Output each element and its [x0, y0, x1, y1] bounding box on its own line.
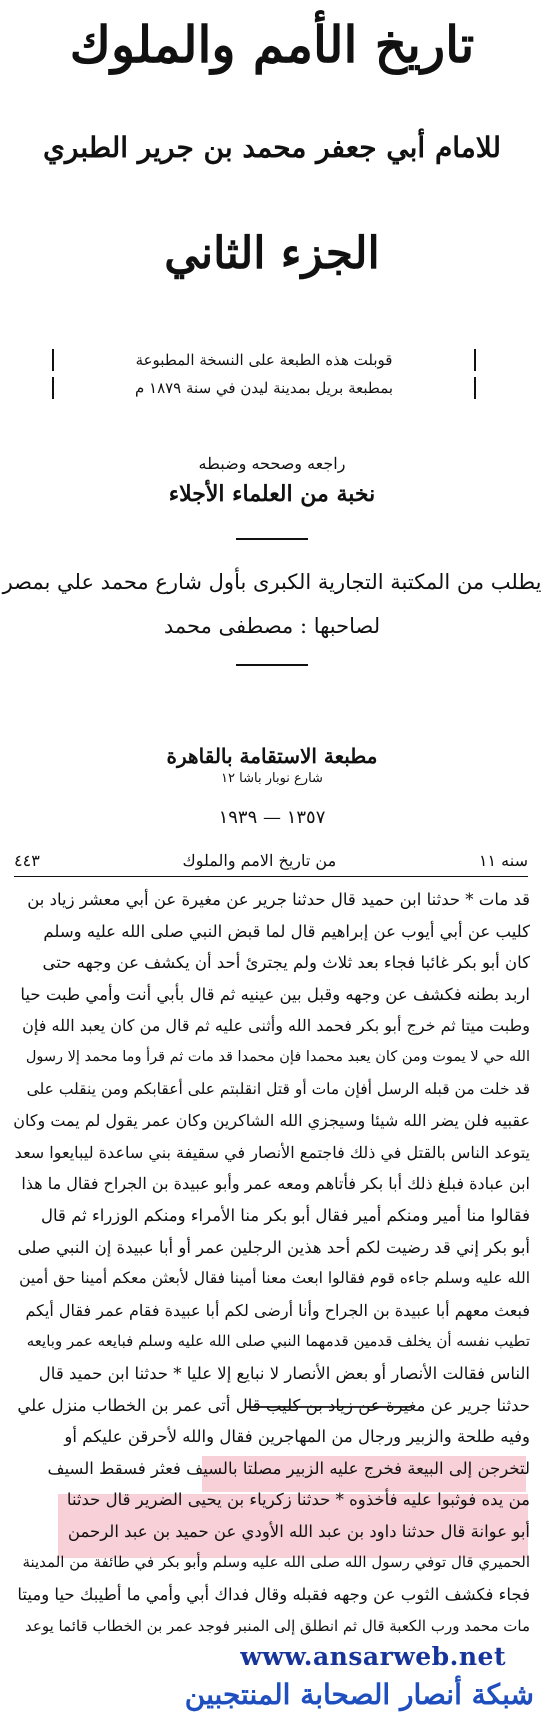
watermark-label: شبكة أنصار الصحابة المنتجبين: [184, 1678, 534, 1711]
publisher-owner: لصاحبها : مصطفى محمد: [163, 614, 381, 638]
bracket-bar: [52, 349, 54, 371]
text-line: فبعث معهم أبا عبيدة بن الجراح وأنا أرضى لكم أبا عبيدة فقام عمر فقال أيكم: [25, 1300, 530, 1320]
bracket-bar: [474, 349, 476, 371]
header-rule: [14, 876, 528, 877]
text-line: قد مات * حدثنا ابن حميد قال حدثنا جرير عن مغيرة عن أبي معشر زياد بن: [27, 890, 530, 909]
watermark-url[interactable]: www.ansarweb.net: [240, 1642, 506, 1671]
text-line: عقبيه فلن يضر الله شيئا وسيجزي الله الشاكرين وكان عمر يقول لم يمت وكان: [13, 1111, 530, 1131]
bracket-bar: [474, 377, 476, 399]
press-address: شارع نوبار باشا ١٢: [221, 771, 323, 786]
text-line: أبو بكر إني قد رضيت لكم أحد هذين الرجلين عمر أو أبا عبيدة إن النبي صلى: [17, 1237, 530, 1257]
text-line: الله عليه وسلم جاءه قوم فقالوا ابعث معنا أمينا فقال لأبعثن معكم أمينا حق أمين: [19, 1269, 530, 1288]
publisher-request: يطلب من المكتبة التجارية الكبرى بأول شارع محمد علي بمصر: [2, 570, 542, 594]
text-line: أبو عوانة قال حدثنا داود بن عبد الله الأودي عن حميد بن عبد الرحمن: [67, 1521, 530, 1541]
divider: [236, 538, 308, 540]
text-line: ابن عبادة فبلغ ذلك أبا بكر فأتاهم ومعه عمر وأبو عبيدة بن الجراح فقال ما هذا: [21, 1174, 530, 1194]
text-line: حدثنا جرير عن مغيرة عن زياد بن كليب قال أتى عمر بن الخطاب منزل علي: [17, 1395, 530, 1415]
book-author: للامام أبي جعفر محمد بن جرير الطبري: [42, 131, 502, 164]
bracket-bar: [52, 377, 54, 399]
text-line: قد خلت من قبله الرسل أفإن مات أو قتل انقلبتم على أعقابكم ومن ينقلب على: [26, 1079, 530, 1098]
page-number: ٤٤٣: [14, 850, 40, 870]
year-label: سنه ١١: [478, 850, 528, 870]
text-line: يتوعد الناس بالقتل في ذلك فاجتمع الأنصار في سقيفة بني ساعدة ليبايعوا سعد: [14, 1142, 530, 1162]
text-line: وفيه طلحة والزبير ورجال من المهاجرين فقال والله لأحرقن عليكم أو: [64, 1427, 530, 1447]
book-title: تاريخ الأمم والملوك: [69, 15, 475, 74]
text-line: كان أبو بكر غائبا فجاء بعد ثلاث ولم يجترئ أحد أن يكشف عن وجهه حتى: [42, 953, 530, 973]
volume-label: الجزء الثاني: [164, 228, 380, 279]
edition-line-1: قوبلت هذه الطبعة على النسخة المطبوعة: [135, 351, 393, 369]
text-line: لتخرجن إلى البيعة فخرج عليه الزبير مصلتا بالسيف فعثر فسقط السيف: [47, 1458, 530, 1478]
edition-note: [52, 346, 476, 410]
watermark: [170, 1638, 540, 1720]
reviewed-by: راجعه وصححه وضبطه: [198, 454, 346, 473]
text-line: الناس فقالت الأنصار أو بعض الأنصار لا نبايع إلا عليا * حدثنا ابن حميد قال: [38, 1363, 530, 1383]
text-line: تطيب نفسه أن يخلف قدمين قدمهما النبي صلى الله عليه وسلم فبايعه عمر وبايعه: [26, 1332, 530, 1351]
text-line: وطبت ميتا ثم خرج أبو بكر فحمد الله وأثنى عليه ثم قال من كان يعبد الله فإن: [22, 1016, 530, 1036]
text-line: الحميري قال توفي رسول الله صلى الله عليه وسلم وأبو بكر في طائفة من المدينة: [22, 1553, 530, 1572]
body-text: [12, 884, 530, 1642]
edition-line-2: بمطبعة بريل بمدينة ليدن في سنة ١٨٧٩ م: [134, 379, 394, 397]
running-title: من تاريخ الامم والملوك: [182, 850, 337, 870]
text-line: مات محمد ورب الكعبة قال ثم انطلق إلى المنبر فوجد عمر بن الخطاب قائما يوعد: [25, 1616, 530, 1635]
text-line: فقالوا منا أمير ومنكم أمير فقال أبو بكر منا الأمراء ومنكم الوزراء ثم قال: [41, 1205, 530, 1225]
page-header: [14, 846, 528, 874]
publication-years: ١٣٥٧ — ١٩٣٩: [218, 807, 326, 828]
reviewers: نخبة من العلماء الأجلاء: [168, 481, 376, 507]
text-line: الله حي لا يموت ومن كان يعبد محمدا فإن محمدا قد مات ثم قرأ وما محمد إلا رسول: [25, 1048, 530, 1065]
press-name: مطبعة الاستقامة بالقاهرة: [166, 744, 378, 768]
text-line: اربد بطنه فكشف عن وجهه وقبل بين عينيه ثم قال بأبي أنت وأمي طبت حيا: [20, 984, 530, 1004]
text-line: من يده فوثبوا عليه فأخذوه * حدثنا زكرياء بن يحيى الضرير قال حدثنا: [66, 1490, 530, 1510]
divider: [236, 664, 308, 666]
text-line: كليب عن أبي أيوب عن إبراهيم قال لما قبض النبي صلى الله عليه وسلم: [43, 921, 530, 941]
edition-note-line-2: [52, 374, 476, 402]
text-line: فجاء فكشف الثوب عن وجهه فقبله وقال فداك أبي وأمي ما أطيبك حيا وميتا: [17, 1585, 530, 1605]
edition-note-line-1: [52, 346, 476, 374]
